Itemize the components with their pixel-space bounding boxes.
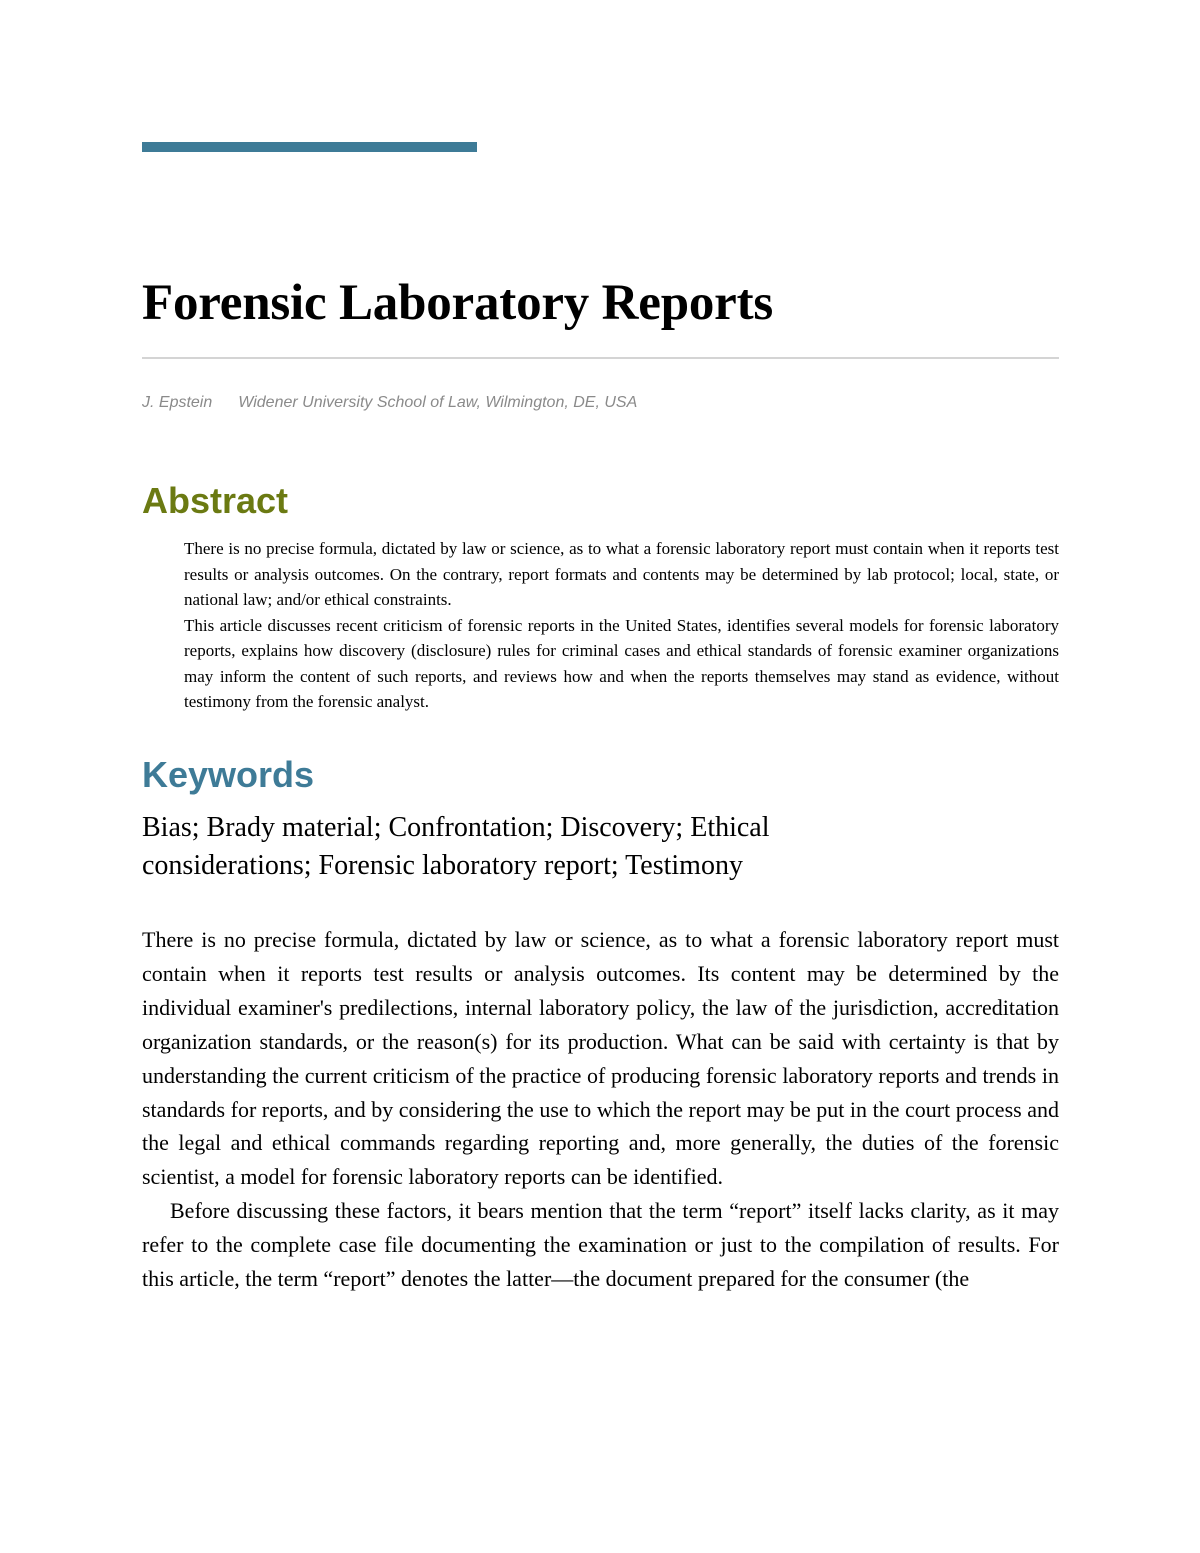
abstract-body	[184, 536, 1059, 715]
abstract-paragraph: This article discusses recent criticism of forensic reports in the United States, identifies several models for forensic laboratory reports, explains how discovery (disclosure) rules for criminal cases and ethical standards of forensic examiner organizations may inform the content of such reports, and reviews how and when the reports themselves may stand as evidence, without testimony from the forensic analyst.	[184, 615, 1059, 711]
article-title: Forensic Laboratory Reports	[142, 275, 774, 331]
abstract-heading: Abstract	[142, 480, 289, 521]
accent-bar	[142, 142, 477, 152]
keywords-list: Bias; Brady material; Confrontation; Discovery; Ethical considerations; Forensic laboratory report; Testimony	[142, 812, 770, 881]
keywords-heading: Keywords	[142, 754, 315, 795]
article-body	[142, 923, 1059, 1296]
byline	[142, 393, 637, 413]
author-name: J. Epstein	[142, 394, 213, 411]
body-paragraph: There is no precise formula, dictated by law or science, as to what a forensic laboratory report must contain when it reports test results or analysis outcomes. Its content may be determined by the individual examiner's predilections, internal laboratory policy, the law of the jurisdiction, accreditation organization standards, or the reason(s) for its production. What can be said with certainty is that by understanding the current criticism of the practice of producing forensic laboratory reports and trends in standards for reports, and by considering the use to which the report may be put in the court process and the legal and ethical commands regarding reporting and, more generally, the duties of the forensic scientist, a model for forensic laboratory reports can be identified.	[142, 927, 1059, 1190]
author-affiliation: Widener University School of Law, Wilmington, DE, USA	[238, 394, 638, 411]
title-divider	[142, 357, 1059, 359]
body-paragraph: Before discussing these factors, it bears mention that the term “report” itself lacks clarity, as it may refer to the complete case file documenting the examination or just to the compilation of results. For this article, the term “report” denotes the latter—the document prepared for the consumer (the	[142, 1198, 1059, 1292]
abstract-paragraph: There is no precise formula, dictated by law or science, as to what a forensic laboratory report must contain when it reports test results or analysis outcomes. On the contrary, report formats and contents may be determined by lab protocol; local, state, or national law; and/or ethical constraints.	[184, 539, 1059, 609]
